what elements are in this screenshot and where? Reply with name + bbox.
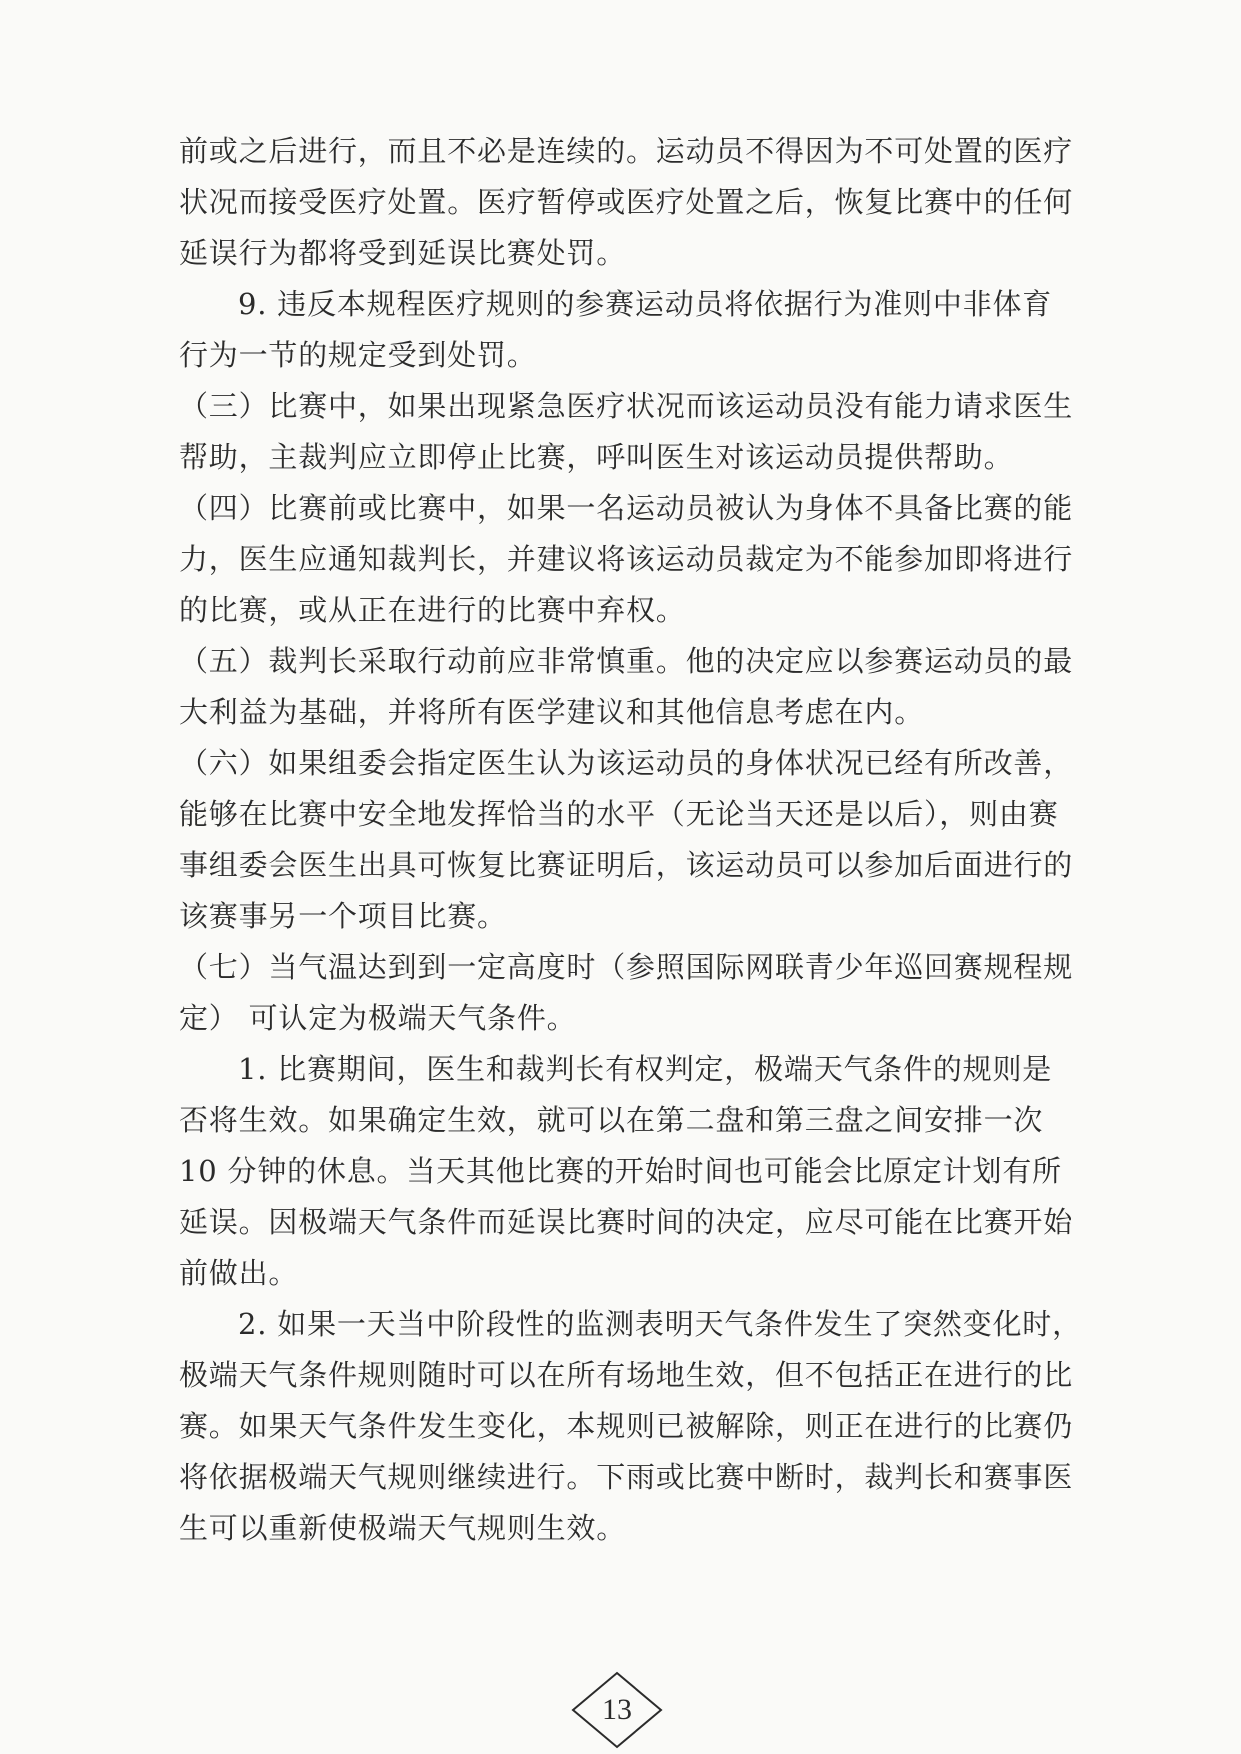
text-line: 延误。因极端天气条件而延误比赛时间的决定，应尽可能在比赛开始 [179, 1205, 1074, 1239]
text-line: （五）裁判长采取行动前应非常慎重。他的决定应以参赛运动员的最 [179, 644, 1074, 678]
text-line: 生可以重新使极端天气规则生效。 [179, 1511, 627, 1545]
text-line: 否将生效。如果确定生效，就可以在第二盘和第三盘之间安排一次 [179, 1103, 1044, 1137]
text-line: 10 分钟的休息。当天其他比赛的开始时间也可能会比原定计划有所 [179, 1154, 1062, 1188]
text-line: 大利益为基础，并将所有医学建议和其他信息考虑在内。 [179, 695, 925, 729]
text-line: 事组委会医生出具可恢复比赛证明后，该运动员可以参加后面进行的 [179, 848, 1074, 882]
text-line: 前做出。 [179, 1256, 299, 1290]
text-line: 2. 如果一天当中阶段性的监测表明天气条件发生了突然变化时， [238, 1307, 1082, 1341]
text-line: 前或之后进行，而且不必是连续的。运动员不得因为不可处置的医疗 [179, 134, 1074, 168]
text-line: （七）当气温达到到一定高度时（参照国际网联青少年巡回赛规程规 [179, 950, 1074, 984]
page-number-badge [571, 1671, 663, 1749]
text-line: 能够在比赛中安全地发挥恰当的水平（无论当天还是以后），则由赛 [179, 797, 1059, 831]
text-line: 力，医生应通知裁判长，并建议将该运动员裁定为不能参加即将进行 [179, 542, 1074, 576]
text-line: 状况而接受医疗处置。医疗暂停或医疗处置之后，恢复比赛中的任何 [179, 185, 1074, 219]
text-line: 9. 违反本规程医疗规则的参赛运动员将依据行为准则中非体育 [238, 287, 1053, 321]
text-line: 该赛事另一个项目比赛。 [179, 899, 507, 933]
text-line: 定） 可认定为极端天气条件。 [179, 1001, 577, 1035]
text-line: （四）比赛前或比赛中，如果一名运动员被认为身体不具备比赛的能 [179, 491, 1074, 525]
text-line: 赛。如果天气条件发生变化，本规则已被解除，则正在进行的比赛仍 [179, 1409, 1074, 1443]
text-line: 1. 比赛期间，医生和裁判长有权判定，极端天气条件的规则是 [238, 1052, 1053, 1086]
text-line: 帮助，主裁判应立即停止比赛，呼叫医生对该运动员提供帮助。 [179, 440, 1014, 474]
body-text [179, 126, 1082, 1554]
page-number: 13 [602, 1693, 632, 1726]
text-line: （六）如果组委会指定医生认为该运动员的身体状况已经有所改善， [179, 746, 1074, 780]
text-line: （三）比赛中，如果出现紧急医疗状况而该运动员没有能力请求医生 [179, 389, 1074, 423]
text-line: 将依据极端天气规则继续进行。下雨或比赛中断时，裁判长和赛事医 [179, 1460, 1074, 1494]
text-line: 的比赛，或从正在进行的比赛中弃权。 [179, 593, 686, 627]
text-line: 行为一节的规定受到处罚。 [179, 338, 537, 372]
text-line: 延误行为都将受到延误比赛处罚。 [179, 236, 627, 270]
text-line: 极端天气条件规则随时可以在所有场地生效，但不包括正在进行的比 [179, 1358, 1074, 1392]
